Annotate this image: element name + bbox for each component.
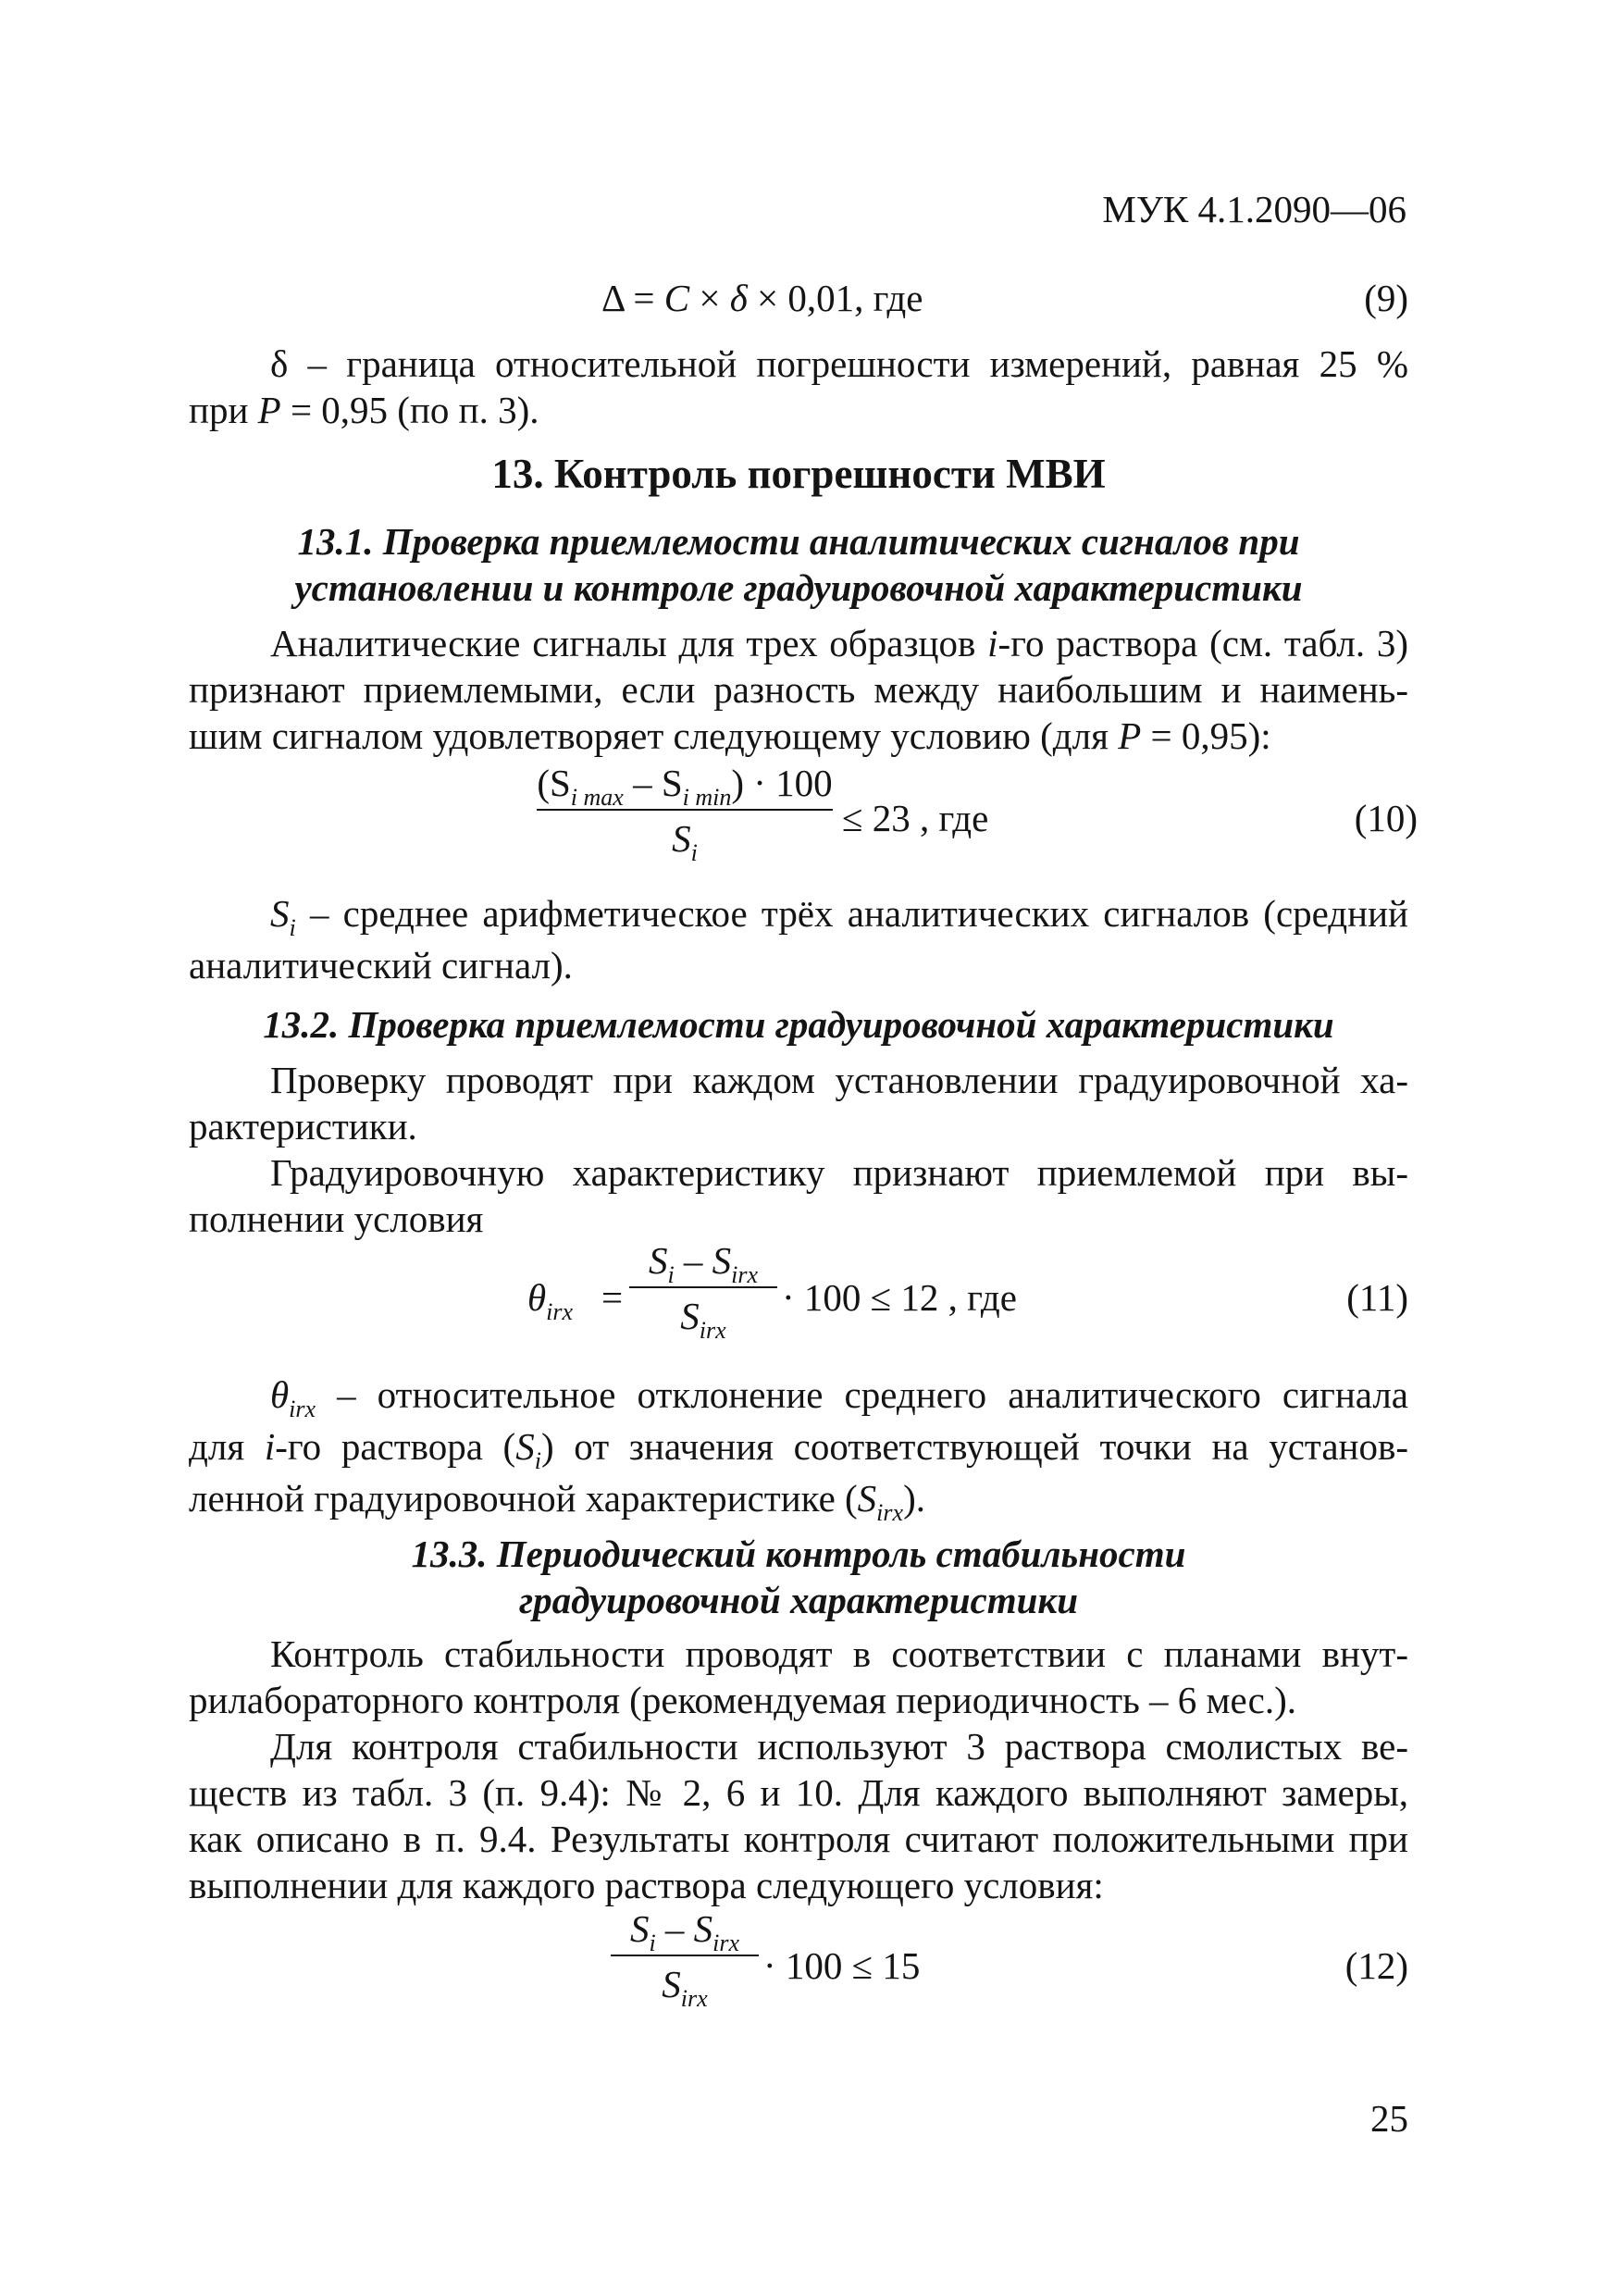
equation-12-fraction: $S_i - S_{irx}$ $S_{irx}$ (611, 1906, 759, 2006)
page-number: 25 (1370, 2097, 1408, 2140)
si-definition: $S_i$ – среднее арифметическое трёх аналитических сигналов (средний аналитический сигнал). (189, 892, 1408, 987)
equation-9 (601, 276, 923, 320)
section-13-1-paragraph: Аналитические сигналы для трех образцов i-го раствора (см. табл. 3) признают приемлемыми, если разность между наибольшим и наимень- шим сигналом удовлетворяет следующему условию (для P = 0,95): (189, 622, 1409, 757)
equation-11-fraction: $S_i - S_{irx}$ $S_{irx}$ (629, 1238, 777, 1338)
section-13-title: 13. Контроль погрешности МВИ (491, 451, 1106, 497)
section-13-3-title: 13.3. Периодический контроль стабильности градуировочной характеристики (411, 1533, 1186, 1621)
section-13-2-title: 13.2. Проверка приемлемости градуировочной характеристики (263, 1003, 1334, 1046)
section-13-3-paragraph-1: Контроль стабильности проводят в соответствии с планами внут- рилабораторного контроля (рекомендуемая периодичность – 6 мес.). (189, 1632, 1408, 1721)
delta-definition: δ – граница относительной погрешности измерений, равная 25 % при P = 0,95 (по п. 3). (189, 342, 1408, 431)
section-13-2-paragraph-1: Проверку проводят при каждом установлении градуировочной ха- рактеристики. (189, 1059, 1408, 1148)
section-13-3-paragraph-2: Для контроля стабильности используют 3 раствора смолистых ве- ществ из табл. 3 (п. 9.4): № 2, 6 и 10. Для каждого выполняют замеры, как описано в п. 9.4. Результаты контроля считают положительными при выполнении для каждого раствора следующего условия: (189, 1725, 1408, 1906)
equation-11-equals: = (601, 1276, 624, 1319)
equation-9-number: (9) (1364, 277, 1408, 319)
eq9-times: × (689, 277, 730, 319)
equation-10-rhs: ≤ 23 , где (842, 797, 989, 839)
equation-10-fraction: $(S_{i max} - S_{i min}) \cdot 100$ $S_i$ (537, 762, 833, 866)
eq9-c: C (663, 277, 690, 319)
equation-12-rhs: · 100 ≤ 15 (763, 1944, 921, 1987)
eq9-rest: × 0,01, где (747, 277, 923, 319)
document-code: МУК 4.1.2090—06 (1102, 188, 1406, 230)
equation-11-rhs: · 100 ≤ 12 , где (782, 1276, 1017, 1319)
delta-def-line1: δ – граница относительной погрешности измерений, равная 25 % (270, 342, 1408, 385)
equation-10-number: (10) (1354, 797, 1418, 839)
equation-12-number: (12) (1344, 1944, 1408, 1987)
delta-def-p: P (257, 389, 281, 431)
equation-11-theta: $\theta_{irx}$ (527, 1276, 574, 1325)
section-13-1-title: 13.1. Проверка приемлемости аналитических сигналов при установлении и контроле градуировочной характеристики (294, 520, 1303, 609)
theta-definition: $\theta_{irx}$ – относительное отклонение среднего аналитического сигнала для i-го раствора $(S_i)$ от значения соответствующей точки на установ- ленной градуировочной характеристике $(S_{irx})$. (189, 1373, 1408, 1526)
eq9-delta: δ (729, 277, 748, 319)
equation-11-number: (11) (1346, 1276, 1408, 1319)
section-13-2-paragraph-2: Градуировочную характеристику признают приемлемой при вы- полнении условия (189, 1151, 1408, 1240)
eq9-left: Δ = (601, 277, 664, 319)
